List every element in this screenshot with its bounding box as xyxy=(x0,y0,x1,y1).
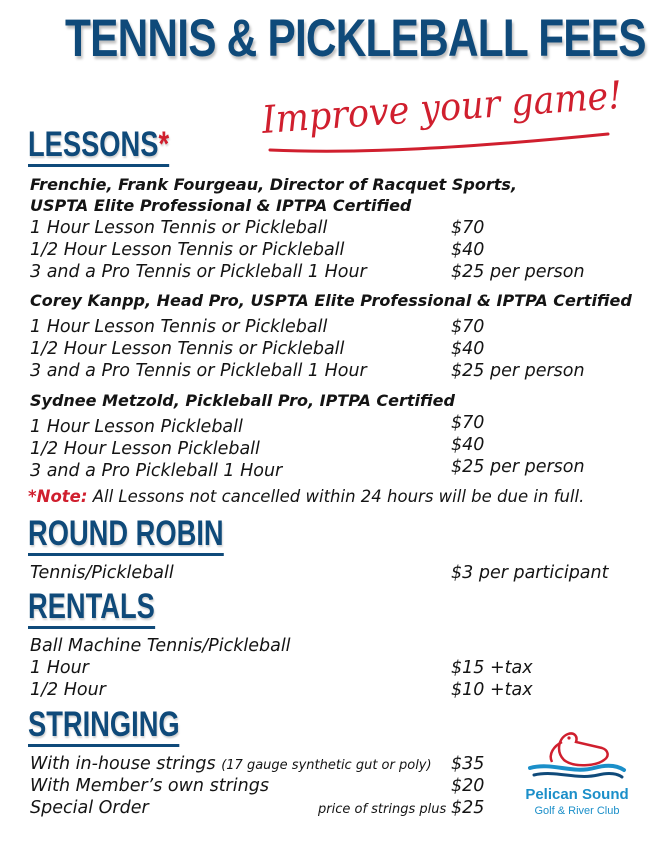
instructor-3-name: Sydnee Metzold, Pickleball Pro, IPTPA Certified xyxy=(30,391,455,410)
lesson-item-label: 3 and a Pro Tennis or Pickleball 1 Hour xyxy=(30,262,367,282)
lesson-item-price: $25 per person xyxy=(451,361,585,381)
lesson-item-price: $40 xyxy=(451,435,485,455)
lesson-item-price: $40 xyxy=(451,339,485,359)
tagline-underline-swoosh xyxy=(268,128,613,158)
round-robin-item-label: Tennis/Pickleball xyxy=(30,563,174,583)
rental-item-price: $15 +tax xyxy=(451,658,533,678)
lessons-heading: LESSONS* xyxy=(28,126,169,167)
instructor-1-name-line2: USPTA Elite Professional & IPTPA Certified xyxy=(30,196,412,215)
logo-subtitle: Golf & River Club xyxy=(534,805,620,817)
stringing-item-price: $25 xyxy=(451,798,485,818)
lesson-item-price: $70 xyxy=(451,317,485,337)
lesson-item-label: 3 and a Pro Tennis or Pickleball 1 Hour xyxy=(30,361,367,381)
stringing-heading: STRINGING xyxy=(28,706,180,747)
lesson-item-price: $40 xyxy=(451,240,485,260)
rentals-heading: RENTALS xyxy=(28,588,155,629)
lesson-item-price: $70 xyxy=(451,218,485,238)
lesson-item-label: 1 Hour Lesson Tennis or Pickleball xyxy=(30,218,328,238)
stringing-item-label: With in-house strings (17 gauge synthetic gut or poly) xyxy=(30,754,432,774)
lesson-item-label: 1/2 Hour Lesson Tennis or Pickleball xyxy=(30,240,345,260)
round-robin-heading: ROUND ROBIN xyxy=(28,515,224,556)
tagline: Improve your game! xyxy=(260,72,624,142)
lesson-item-price: $70 xyxy=(451,413,485,433)
instructor-2-name: Corey Kanpp, Head Pro, USPTA Elite Professional & IPTPA Certified xyxy=(30,291,632,310)
logo-name: Pelican Sound xyxy=(525,786,629,803)
lesson-item-label: 1/2 Hour Lesson Pickleball xyxy=(30,439,260,459)
note-label: *Note: xyxy=(28,487,88,506)
rentals-subheading: Ball Machine Tennis/Pickleball xyxy=(30,636,291,656)
note-text: All Lessons not cancelled within 24 hours will be due in full. xyxy=(87,487,585,506)
lesson-item-price: $25 per person xyxy=(451,457,585,477)
lesson-item-label: 1/2 Hour Lesson Tennis or Pickleball xyxy=(30,339,345,359)
lesson-item-label: 1 Hour Lesson Tennis or Pickleball xyxy=(30,317,328,337)
stringing-item-detail: price of strings plus xyxy=(318,802,447,817)
cancellation-note xyxy=(28,487,584,506)
stringing-item-label: With Member’s own strings xyxy=(30,776,269,796)
stringing-item-detail: (17 gauge synthetic gut or poly) xyxy=(221,758,432,773)
page-title: TENNIS & PICKLEBALL FEES xyxy=(65,9,646,68)
round-robin-item-price: $3 per participant xyxy=(451,563,609,583)
stringing-item-price: $20 xyxy=(451,776,485,796)
stringing-item-label: Special Order xyxy=(30,798,149,818)
instructor-1-name-line1: Frenchie, Frank Fourgeau, Director of Racquet Sports, xyxy=(30,175,517,194)
rental-item-label: 1 Hour xyxy=(30,658,89,678)
club-logo xyxy=(512,712,642,822)
lesson-item-price: $25 per person xyxy=(451,262,585,282)
rental-item-price: $10 +tax xyxy=(451,680,533,700)
rental-item-label: 1/2 Hour xyxy=(30,680,106,700)
stringing-item-price: $35 xyxy=(451,754,485,774)
pelican-logo-icon xyxy=(512,712,642,786)
lesson-item-label: 1 Hour Lesson Pickleball xyxy=(30,417,243,437)
lesson-item-label: 3 and a Pro Pickleball 1 Hour xyxy=(30,461,283,481)
